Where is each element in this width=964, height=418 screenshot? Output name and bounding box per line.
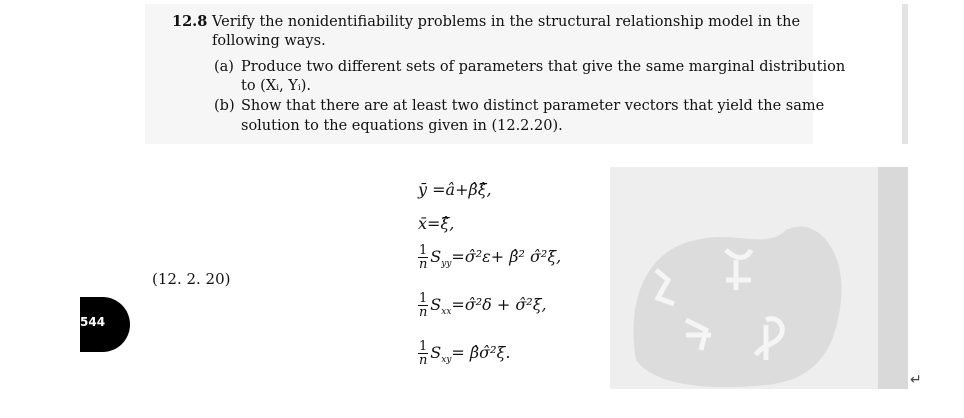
equation-5: $\frac{1}{n}$ $S_{xy}=$ β̂σ̂²ξ. [418, 339, 511, 368]
page-number: 544 [80, 315, 106, 329]
equation-3: $\frac{1}{n}$ $S_{yy}=\sigmâ^2\varepsilon+$ β̂² σ̂²ξ, [418, 243, 562, 272]
part-a-label: (a) [214, 59, 234, 75]
return-icon: ↵ [910, 372, 922, 388]
watermark-panel-strip [878, 167, 908, 389]
fraction: $\frac{1}{n}$ [418, 291, 428, 320]
part-a-line-1: Produce two different sets of parameters that give the same marginal distribution [241, 59, 846, 75]
problem-line-1: Verify the nonidentifiability problems in the structural relationship model in the [212, 14, 801, 30]
fraction: $\frac{1}{n}$ [418, 339, 428, 368]
equation-label: (12. 2. 20) [152, 270, 231, 288]
problem-number: 12.8 [172, 13, 208, 30]
right-margin-rule [902, 4, 908, 144]
seal-watermark-icon [616, 210, 856, 390]
equation-1: ȳ =â+β̂ξ̂, [418, 180, 492, 199]
part-b-line-2: solution to the equations given in (12.2.20). [241, 118, 563, 134]
equation-4: $\frac{1}{n}$ $S_{xx}=\sigmâ^2\delta$ + σ̂²ξ, [418, 291, 547, 320]
fraction: $\frac{1}{n}$ [418, 243, 428, 272]
equation-2: x̄=ξ̂, [418, 214, 455, 233]
part-b-line-1: Show that there are at least two distinct parameter vectors that yield the same [241, 98, 825, 114]
page-number-tab [80, 297, 130, 352]
part-a-line-2: to (Xᵢ, Yᵢ). [241, 78, 312, 94]
part-b-label: (b) [214, 98, 235, 114]
problem-line-2: following ways. [212, 33, 326, 49]
